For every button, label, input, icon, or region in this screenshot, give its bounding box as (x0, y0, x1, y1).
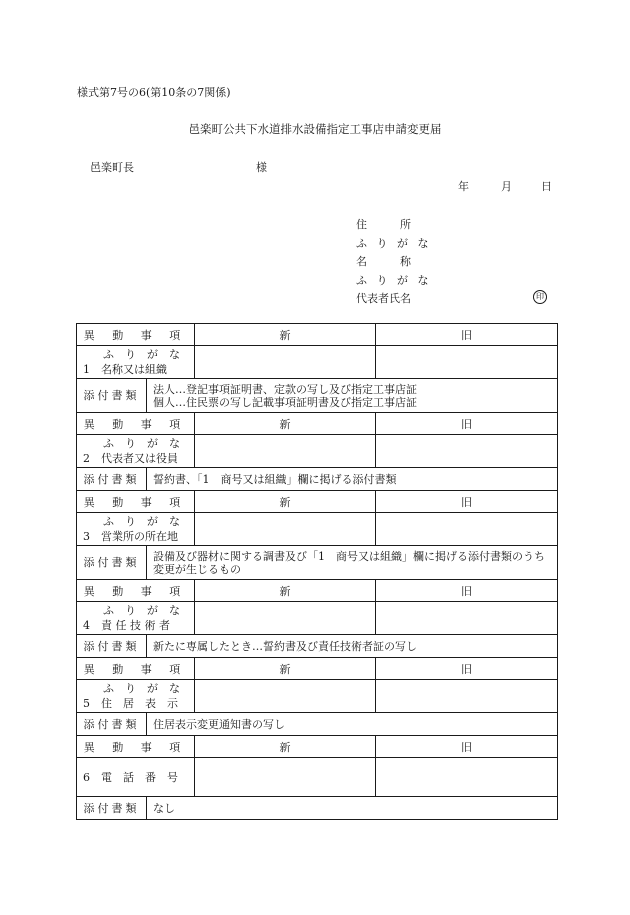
change-table (76, 323, 558, 820)
new-value-cell[interactable] (195, 435, 376, 468)
attachment-row-3 (77, 546, 558, 580)
old-value-cell[interactable] (376, 680, 558, 713)
date-line (458, 181, 552, 192)
attachment-text: なし (147, 797, 558, 820)
attachment-row-4 (77, 635, 558, 658)
item-label: 5 住 居 表 示 (83, 697, 178, 710)
furigana-label: ふりがな (103, 437, 191, 450)
applicant-address-label: 住 所 (356, 218, 411, 231)
item-label: 4 責 任 技 術 者 (83, 619, 170, 632)
header-old: 旧 (376, 580, 558, 602)
honorific: 様 (256, 161, 267, 174)
header-old: 旧 (376, 736, 558, 758)
new-value-cell[interactable] (195, 602, 376, 635)
item-label-cell (77, 680, 195, 713)
addressee: 邑楽町長 (90, 161, 134, 174)
item-row-1 (77, 346, 558, 379)
header-new: 新 (195, 491, 376, 513)
header-old: 旧 (376, 413, 558, 435)
attachment-text: 住居表示変更通知書の写し (147, 713, 558, 736)
page-title: 邑楽町公共下水道排水設備指定工事店申請変更届 (188, 122, 442, 136)
attachment-label: 添付書類 (77, 468, 147, 491)
header-change-item: 異 動 事 項 (77, 580, 195, 602)
item-label-cell (77, 602, 195, 635)
header-old: 旧 (376, 658, 558, 680)
header-new: 新 (195, 413, 376, 435)
attachment-text (147, 379, 558, 413)
old-value-cell[interactable] (376, 346, 558, 379)
applicant-name-label: 名 称 (356, 255, 411, 268)
header-old: 旧 (376, 491, 558, 513)
item-row-5 (77, 680, 558, 713)
form-number: 様式第7号の6(第10条の7関係) (77, 86, 231, 99)
attachment-label: 添付書類 (77, 635, 147, 658)
attachment-label: 添付書類 (77, 546, 147, 580)
header-new: 新 (195, 736, 376, 758)
table-header-row (77, 580, 558, 602)
header-change-item: 異 動 事 項 (77, 324, 195, 346)
new-value-cell[interactable] (195, 513, 376, 546)
new-value-cell[interactable] (195, 346, 376, 379)
attachment-row-5 (77, 713, 558, 736)
attachment-row-6 (77, 797, 558, 820)
header-change-item: 異 動 事 項 (77, 413, 195, 435)
header-change-item: 異 動 事 項 (77, 736, 195, 758)
table-header-row (77, 658, 558, 680)
applicant-furigana-label: ふ り が な (356, 237, 432, 250)
attachment-row-1 (77, 379, 558, 413)
header-change-item: 異 動 事 項 (77, 491, 195, 513)
table-header-row (77, 491, 558, 513)
old-value-cell[interactable] (376, 602, 558, 635)
furigana-label: ふりがな (103, 515, 191, 528)
item-label: 2 代表者又は役員 (83, 452, 178, 465)
representative-name-label: 代表者氏名 (356, 292, 411, 305)
date-year[interactable]: 年 (458, 180, 469, 193)
item-label-cell (77, 513, 195, 546)
item-row-6 (77, 758, 558, 797)
table-header-row (77, 324, 558, 346)
item-label: 1 名称又は組織 (83, 363, 167, 376)
new-value-cell[interactable] (195, 680, 376, 713)
furigana-label: ふりがな (103, 682, 191, 695)
header-new: 新 (195, 324, 376, 346)
header-new: 新 (195, 658, 376, 680)
attachment-line: 法人…登記事項証明書、定款の写し及び指定工事店証 (153, 382, 417, 396)
date-day[interactable]: 日 (541, 180, 552, 193)
attachment-label: 添付書類 (77, 713, 147, 736)
item-row-3 (77, 513, 558, 546)
header-new: 新 (195, 580, 376, 602)
representative-furigana-label: ふ り が な (356, 274, 432, 287)
item-label-cell: 6 電 話 番 号 (77, 758, 195, 797)
furigana-label: ふりがな (103, 604, 191, 617)
header-old: 旧 (376, 324, 558, 346)
attachment-line: 個人…住民票の写し記載事項証明書及び指定工事店証 (153, 395, 417, 409)
item-row-2 (77, 435, 558, 468)
item-label-cell (77, 346, 195, 379)
attachment-text: 新たに専属したとき…誓約書及び責任技術者証の写し (147, 635, 558, 658)
table-header-row (77, 413, 558, 435)
attachment-text: 誓約書、「1 商号又は組織」欄に掲げる添付書類 (147, 468, 558, 491)
item-row-4 (77, 602, 558, 635)
date-month[interactable]: 月 (501, 180, 512, 193)
old-value-cell[interactable] (376, 758, 558, 797)
attachment-text: 設備及び器材に関する調書及び「1 商号又は組織」欄に掲げる添付書類のうち変更が生じるもの (147, 546, 558, 580)
attachment-label: 添付書類 (77, 797, 147, 820)
attachment-label: 添付書類 (77, 379, 147, 413)
attachment-row-2 (77, 468, 558, 491)
furigana-label: ふりがな (103, 348, 191, 361)
item-label: 3 営業所の所在地 (83, 530, 178, 543)
old-value-cell[interactable] (376, 435, 558, 468)
item-label-cell (77, 435, 195, 468)
new-value-cell[interactable] (195, 758, 376, 797)
table-header-row (77, 736, 558, 758)
seal-mark: 印 (533, 290, 547, 304)
header-change-item: 異 動 事 項 (77, 658, 195, 680)
old-value-cell[interactable] (376, 513, 558, 546)
